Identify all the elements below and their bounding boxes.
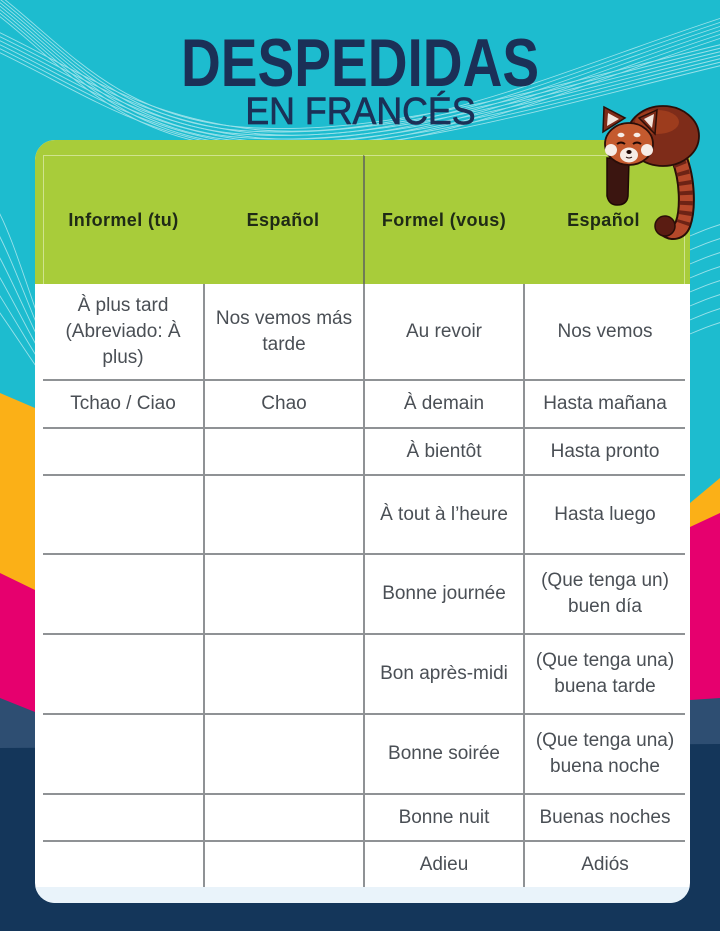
table-cell: Bon après-midi xyxy=(363,633,523,713)
title-sub-text: EN FRANCÉS xyxy=(244,91,476,133)
table-cell: Adiós xyxy=(523,840,685,887)
table-cell: Buenas noches xyxy=(523,793,685,840)
table-cell: À plus tard (Abreviado: À plus) xyxy=(65,294,181,368)
table-cell xyxy=(203,793,363,840)
greetings-table xyxy=(43,155,685,887)
table-cell: Nos vemos más tarde xyxy=(203,284,363,379)
table-cell: Adieu xyxy=(363,840,523,887)
table-cell xyxy=(43,713,203,793)
table-cell: Bonne journée xyxy=(363,553,523,633)
table-cell xyxy=(43,840,203,887)
table-cell: À tout à l’heure xyxy=(363,474,523,553)
red-panda-icon xyxy=(595,100,705,245)
table-cell: (Que tenga una) buena noche xyxy=(523,713,685,793)
table-cell: À bientôt xyxy=(363,427,523,474)
table-cell xyxy=(43,553,203,633)
table-cell: Hasta mañana xyxy=(523,379,685,427)
table-cell: (Que tenga un) buen día xyxy=(523,553,685,633)
column-header-spanish-informal: Español xyxy=(203,155,363,284)
table-cell: Bonne nuit xyxy=(363,793,523,840)
table-cell: Nos vemos xyxy=(523,284,685,379)
table-cell: Bonne soirée xyxy=(363,713,523,793)
table-cell xyxy=(203,553,363,633)
table-cell xyxy=(203,840,363,887)
table-cell xyxy=(43,633,203,713)
title-main-text: DESPEDIDAS xyxy=(180,25,540,101)
table-cell xyxy=(203,474,363,553)
table-cell: Tchao / Ciao xyxy=(43,379,203,427)
page-title xyxy=(0,25,720,101)
table-cell: À demain xyxy=(363,379,523,427)
table-cell: Hasta luego xyxy=(523,474,685,553)
table-card xyxy=(35,140,690,903)
table-cell xyxy=(203,633,363,713)
column-header-informal: Informel (tu) xyxy=(43,155,203,284)
table-cell xyxy=(43,793,203,840)
table-cell xyxy=(43,474,203,553)
table-cell: Chao xyxy=(203,379,363,427)
table-cell: Hasta pronto xyxy=(523,427,685,474)
table-cell xyxy=(203,713,363,793)
table-cell xyxy=(43,427,203,474)
column-header-formal: Formel (vous) xyxy=(363,155,523,284)
table-cell xyxy=(203,427,363,474)
card-footer-strip xyxy=(35,887,690,903)
table-cell: Au revoir xyxy=(363,284,523,379)
column-header-spanish-formal: Español xyxy=(523,155,685,284)
table-cell: (Que tenga una) buena tarde xyxy=(523,633,685,713)
